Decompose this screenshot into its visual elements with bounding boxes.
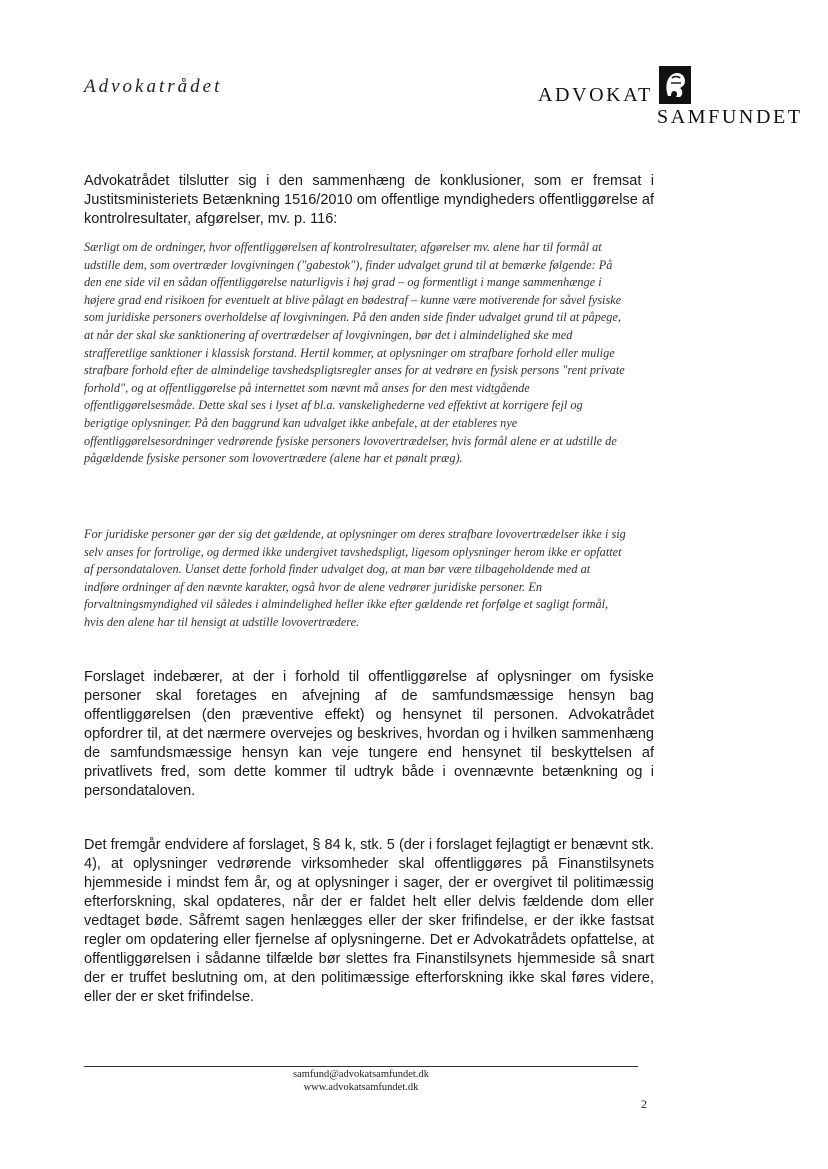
logo-text-advokat: ADVOKAT — [538, 84, 653, 106]
logo-text-samfundet: SAMFUNDET — [657, 106, 803, 128]
footer-contact — [84, 1068, 638, 1094]
advokatsamfundet-logo — [538, 64, 808, 128]
body-paragraph-2: Forslaget indebærer, at der i forhold til offentliggørelse af oplysninger om fysiske personer skal foretages en afvejning af de samfundsmæssige hensyn bag offentliggørelsen (den præventive effekt) og hensynet til personen. Advokatrådet opfordrer til, at det nærmere overvejes og beskrives, hvordan og i hvilken sammenhæng de samfundsmæssige hensyn kan veje tungere end hensynet til beskyttelsen af privatlivets fred, som dette kommer til udtryk både i ovennævnte betænkning og i persondataloven. — [84, 669, 654, 799]
helmet-emblem-icon — [659, 66, 691, 104]
page-number: 2 — [641, 1097, 647, 1111]
footer-divider — [84, 1066, 638, 1067]
quote-paragraph-2: For juridiske personer gør der sig det gældende, at oplysninger om deres strafbare lovovertrædelser ikke i sig selv anses for fortrolige, og dermed ikke undergivet tavshedspligt, ligesom oplysninger herom ikke er opfattet af persondataloven. Uanset dette forhold finder udvalget dog, at man bør være tilbageholdende med at indføre ordninger af den nævnte karakter, også hvor de alene vedrører juridiske personer. En forvaltningsmyndighed vil således i almindelighed heller ikke efter gældende ret forfølge et sagligt formål, hvis den alene har til hensigt at udstille lovovertrædere. — [84, 527, 626, 629]
intro-paragraph: Advokatrådet tilslutter sig i den sammenhæng de konklusioner, som er fremsat i Justitsministeriets Betænkning 1516/2010 om offentlige myndigheders offentliggørelse af kontrolresultater, afgørelser, mv. p. 116: — [84, 173, 654, 227]
page-title: Advokatrådet — [84, 76, 223, 97]
footer-website: www.advokatsamfundet.dk — [303, 1082, 419, 1093]
footer-email: samfund@advokatsamfundet.dk — [293, 1069, 429, 1080]
body-paragraph-3: Det fremgår endvidere af forslaget, § 84 k, stk. 5 (der i forslaget fejlagtigt er benævnt stk. 4), at oplysninger vedrørende virksomheder skal offentliggøres på Finanstilsynets hjemmeside i mindst fem år, og at oplysninger i sager, der er overgivet til politimæssig efterforskning, skal opdateres, når der er faldet helt eller delvis fældende dom eller vedtaget bøde. Såfremt sagen henlægges eller der sker frifindelse, er der ikke fastsat regler om opdatering eller fjernelse af oplysningerne. Det er Advokatrådets opfattelse, at offentliggørelsen i sådanne tilfælde bør slettes fra Finanstilsynets hjemmeside så snart der er truffet beslutning om, at den politimæssige efterforskning ikke skal føres videre, eller der er sket frifindelse. — [84, 837, 654, 1005]
quote-paragraph-1: Særligt om de ordninger, hvor offentliggørelsen af kontrolresultater, afgørelser mv. alene har til formål at udstille dem, som overtræder lovgivningen ("gabestok"), finder udvalget grund til at bemærke følgende: På den ene side vil en sådan offentliggørelse naturligvis i høj grad – og formentligt i mange sammenhænge i højere grad end risikoen for eventuelt at blive pålagt en bødestraf – kunne være motiverende for såvel fysiske som juridiske personers overholdelse af lovgivningen. På den anden side finder udvalget grund til at påpege, at når der skal ske sanktionering af overtrædelser af lovgivningen, bør det i almindelighed ske med strafferetlige sanktioner i klassisk forstand. Hertil kommer, at oplysninger om strafbare forhold eller mulige strafbare forhold efter de almindelige tavshedspligtsregler anses for at vedrøre en fysisk persons "rent private forhold", og at offentliggørelse på internettet som nævnt må anses for den mest vidtgående offentliggørelsesmåde. Dette skal ses i lyset af bl.a. vanskelighederne ved effektivt at korrigere fejl og berigtige oplysninger. På den baggrund kan udvalget ikke anbefale, at der etableres nye offentliggørelsesordninger vedrørende fysiske personers lovovertrædelser, hvis formål alene er at udstille de pågældende fysiske personer som lovovertrædere (alene har et pønalt præg). — [84, 240, 625, 466]
